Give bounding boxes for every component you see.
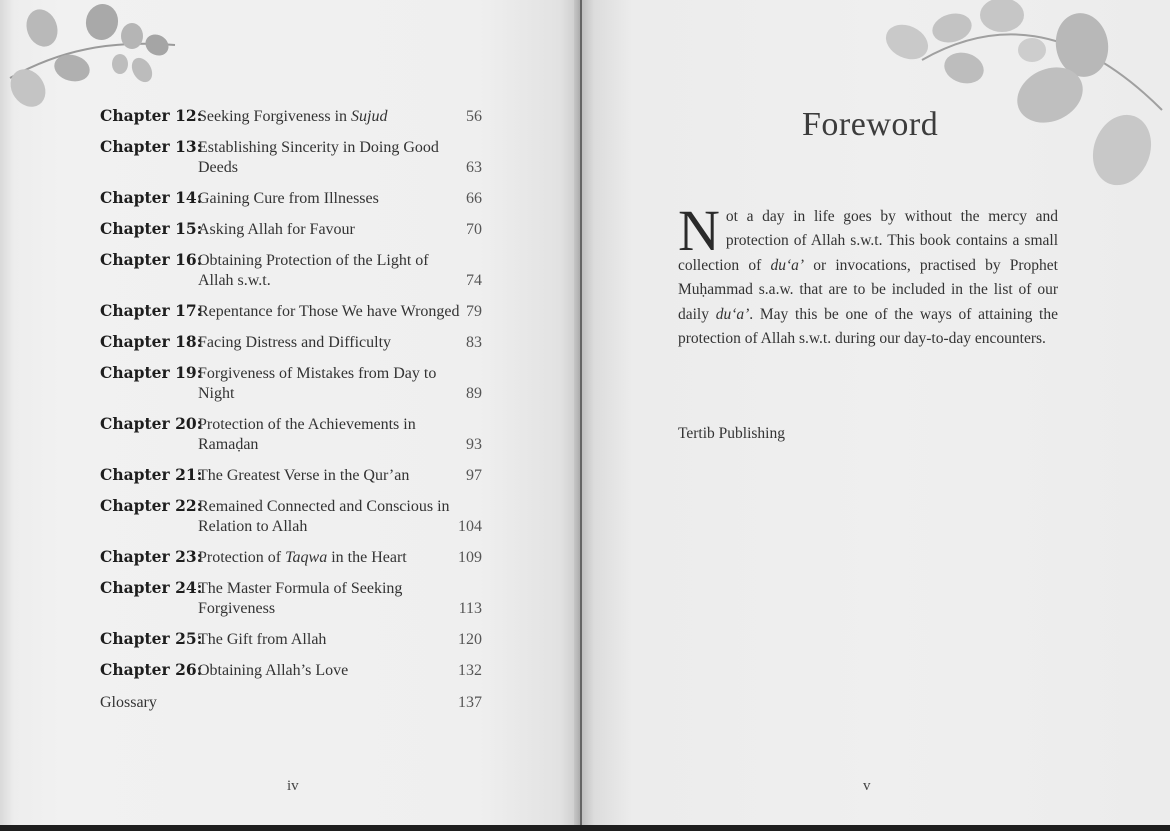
- toc-title: Obtaining Allah’s Love: [198, 662, 349, 679]
- eucalyptus-leaves-decoration: [882, 0, 1170, 200]
- toc-title: The Master Formula of Seeking Forgiveness: [198, 580, 403, 617]
- toc-page-number: 63: [466, 159, 482, 176]
- toc-chapter-label: Chapter 17:: [100, 301, 203, 320]
- toc-title: The Gift from Allah: [198, 631, 327, 648]
- toc-chapter-label: Chapter 23:: [100, 547, 203, 566]
- left-page: [0, 0, 580, 831]
- toc-page-number: 70: [466, 221, 482, 238]
- toc-title: Remained Connected and Conscious in Relation to Allah: [198, 498, 450, 535]
- right-page: [582, 0, 1170, 831]
- toc-page-number: 97: [466, 467, 482, 484]
- toc-chapter-label: Chapter 24:: [100, 578, 203, 597]
- toc-page-number: 120: [458, 631, 482, 648]
- toc-page-number: 74: [466, 272, 482, 289]
- toc-title: Forgiveness of Mistakes from Day to Night: [198, 365, 437, 402]
- publisher-signature: Tertib Publishing: [678, 425, 785, 442]
- glossary-label: Glossary: [100, 694, 157, 711]
- toc-page-number: 104: [458, 518, 482, 535]
- toc-page-number: 137: [458, 694, 482, 711]
- toc-title: Obtaining Protection of the Light of Allah s.w.t.: [198, 252, 429, 289]
- toc-page-number: 93: [466, 436, 482, 453]
- toc-page-number: 113: [458, 600, 482, 617]
- book-bottom-edge: [0, 825, 1170, 831]
- toc-chapter-label: Chapter 19:: [100, 363, 203, 382]
- toc-chapter-label: Chapter 22:: [100, 496, 203, 515]
- toc-chapter-label: Chapter 16:: [100, 250, 203, 269]
- toc-title: Protection of the Achievements in Ramaḍan: [198, 416, 416, 453]
- page-number-right: v: [863, 778, 871, 794]
- toc-chapter-label: Chapter 21:: [100, 465, 203, 484]
- foreword-paragraph: Not a day in life goes by without the mercy and protection of Allah s.w.t. This book contains a small collection of du‘a’ or invocations, practised by Prophet Muḥammad s.a.w. that are to be included in the list of our daily du‘a’. May this be one of the ways of attaining the protection of Allah s.w.t. during our day-to-day encounters.: [678, 198, 1058, 348]
- toc-title: Establishing Sincerity in Doing Good Deeds: [198, 139, 439, 176]
- toc-chapter-label: Chapter 12:: [100, 106, 203, 125]
- toc-page-number: 66: [466, 190, 482, 207]
- toc-chapter-label: Chapter 26:: [100, 660, 203, 679]
- toc-title: Facing Distress and Difficulty: [198, 334, 392, 351]
- toc-page-number: 56: [466, 108, 482, 125]
- drop-cap: N: [678, 198, 720, 263]
- toc-page-number: 109: [458, 549, 482, 566]
- eucalyptus-leaves-decoration: [0, 0, 190, 120]
- toc-page-number: 132: [458, 662, 482, 679]
- foreword-heading: Foreword: [802, 106, 939, 143]
- toc-chapter-label: Chapter 13:: [100, 137, 203, 156]
- page-number-left: iv: [287, 778, 299, 794]
- toc-page-number: 83: [466, 334, 482, 351]
- toc-title: Repentance for Those We have Wronged: [198, 303, 460, 320]
- toc-chapter-label: Chapter 18:: [100, 332, 203, 351]
- toc-chapter-label: Chapter 25:: [100, 629, 203, 648]
- toc-title: Asking Allah for Favour: [198, 221, 355, 238]
- toc-title: Protection of Taqwa in the Heart: [198, 549, 407, 566]
- toc-chapter-label: Chapter 14:: [100, 188, 203, 207]
- toc-page-number: 79: [466, 303, 482, 320]
- toc-chapter-label: Chapter 15:: [100, 219, 203, 238]
- toc-page-number: 89: [466, 385, 482, 402]
- toc-title: Gaining Cure from Illnesses: [198, 190, 379, 207]
- toc-title: Seeking Forgiveness in Sujud: [198, 108, 388, 125]
- toc-chapter-label: Chapter 20:: [100, 414, 203, 433]
- toc-title: The Greatest Verse in the Qur’an: [198, 467, 410, 484]
